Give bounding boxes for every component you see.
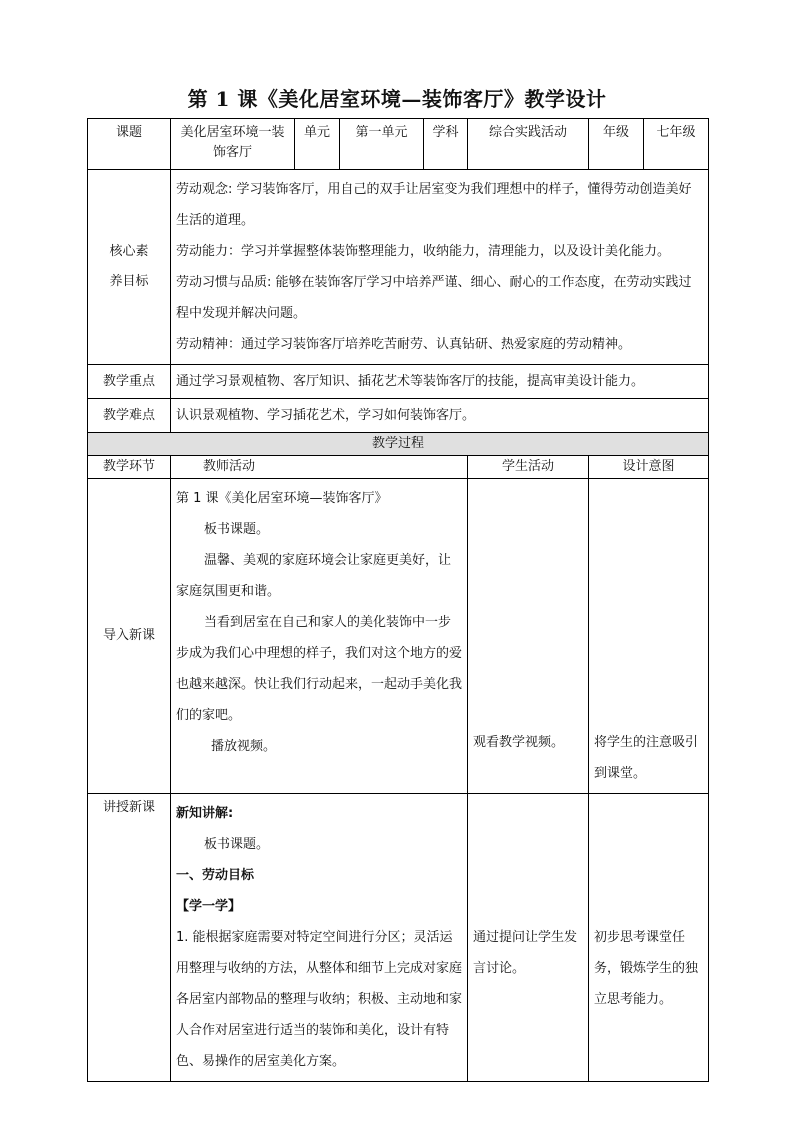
lecture-teacher-line: 【学一学】 [176, 899, 242, 914]
lesson-plan-table [87, 118, 709, 1082]
lecture-teacher-line: 一、劳动目标 [176, 868, 255, 883]
info-row [88, 119, 709, 170]
intro-intent: 将学生的注意吸引到课堂。 [589, 479, 709, 794]
grade-label: 年级 [589, 119, 644, 170]
intro-teacher-line: 温馨、美观的家庭环境会让家庭更美好，让家庭氛围更和谐。 [176, 553, 452, 599]
intro-row [88, 479, 709, 794]
lecture-intent: 初步思考课堂任务，锻炼学生的独立思考能力。 [589, 794, 709, 1082]
key-point-value: 通过学习景观植物、客厅知识、插花艺术等装饰客厅的技能，提高审美设计能力。 [171, 365, 709, 399]
intro-student: 观看教学视频。 [468, 479, 589, 794]
key-point-label: 教学重点 [88, 365, 171, 399]
core-label-text: 核心素养目标 [109, 244, 149, 289]
subject-value: 综合实践活动 [468, 119, 589, 170]
core-item: 劳动精神：通过学习装饰客厅培养吃苦耐劳、认真钻研、热爱家庭的劳动精神。 [176, 337, 632, 352]
intro-teacher-line: 播放视频。 [211, 739, 277, 754]
core-item: 劳动观念: 学习装饰客厅，用自己的双手让居室变为我们理想中的样子，懂得劳动创造美好生活的道理。 [176, 182, 692, 228]
difficulty-value: 认识景观植物、学习插花艺术，学习如何装饰客厅。 [171, 399, 709, 433]
intro-stage: 导入新课 [88, 479, 171, 794]
process-header: 教学过程 [88, 433, 709, 456]
intro-teacher-line: 第 1 课《美化居室环境—装饰客厅》 [176, 491, 388, 506]
core-content [171, 170, 709, 365]
lecture-row [88, 794, 709, 1082]
intro-teacher [171, 479, 468, 794]
topic-value: 美化居室环境一装饰客厅 [171, 119, 295, 170]
difficulty-label: 教学难点 [88, 399, 171, 433]
col-intent: 设计意图 [589, 456, 709, 479]
unit-value: 第一单元 [340, 119, 424, 170]
lecture-teacher-line: 新知讲解: [176, 806, 234, 821]
lecture-teacher-line: 板书课题。 [204, 837, 270, 852]
subject-label: 学科 [424, 119, 468, 170]
col-student: 学生活动 [468, 456, 589, 479]
lecture-teacher [171, 794, 468, 1082]
difficulty-row [88, 399, 709, 433]
topic-label: 课题 [88, 119, 171, 170]
core-item: 劳动习惯与品质: 能够在装饰客厅学习中培养严谨、细心、耐心的工作态度，在劳动实践过程中发现并解决问题。 [176, 275, 692, 321]
process-header-row [88, 433, 709, 456]
intro-teacher-line: 当看到居室在自己和家人的美化装饰中一步步成为我们心中理想的样子，我们对这个地方的爱也越来越深。快让我们行动起来，一起动手美化我们的家吧。 [176, 615, 463, 723]
core-item: 劳动能力：学习并掌握整体装饰整理能力，收纳能力，清理能力，以及设计美化能力。 [176, 244, 671, 259]
column-header-row [88, 456, 709, 479]
grade-value: 七年级 [644, 119, 709, 170]
document-title: 第 1 课《美化居室环境—装饰客厅》教学设计 [187, 87, 607, 111]
intro-teacher-line: 板书课题。 [204, 522, 270, 537]
col-stage: 教学环节 [88, 456, 171, 479]
core-row [88, 170, 709, 365]
core-label [88, 170, 171, 365]
lecture-student: 通过提问让学生发言讨论。 [468, 794, 589, 1082]
unit-label: 单元 [295, 119, 340, 170]
col-teacher: 教师活动 [171, 456, 468, 479]
lecture-stage: 讲授新课 [88, 794, 171, 1082]
key-point-row [88, 365, 709, 399]
lecture-teacher-line: 1. 能根据家庭需要对特定空间进行分区；灵活运用整理与收纳的方法，从整体和细节上完成对家庭各居室内部物品的整理与收纳；积极、主动地和家人合作对居室进行适当的装饰和美化，设计有特色、易操作的居室美化方案。 [176, 930, 463, 1069]
